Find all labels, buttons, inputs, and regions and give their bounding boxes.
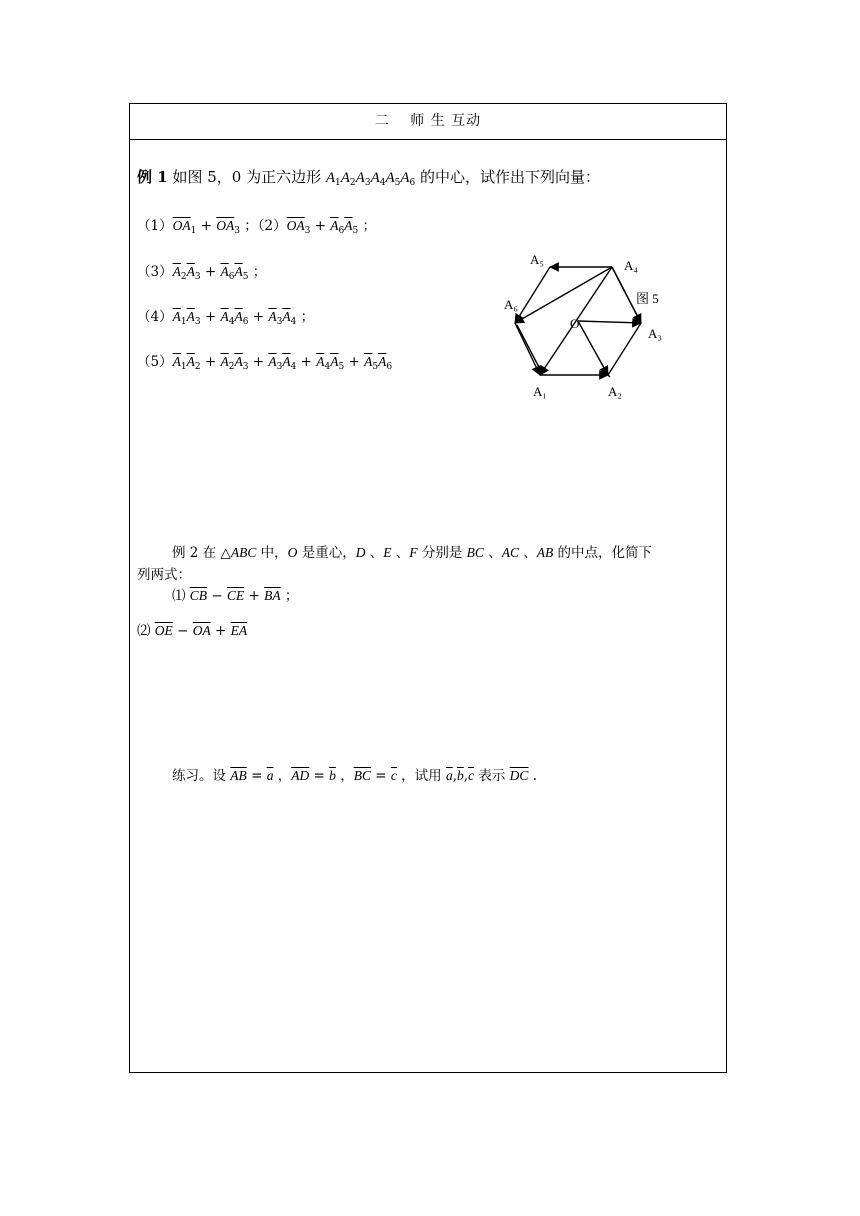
vec-oa3 xyxy=(578,321,641,323)
vec-a6a1 xyxy=(515,323,540,375)
example1-item-5: $(5)\overline{A}_1\overline{A}_2 + \overline{A}_2\overline{A}_3 + \overline{A}_3\overline{A}_4 + \overline{A}_4\overline{A}_5 + \overline{A}_5\overline{A}_6$ xyxy=(137,354,393,372)
example1-item-1: $(1)\overline{OA}_1 + \overline{OA}_3$ ；$(2)\overline{OA}_3 + \overline{A}_6\overline{A}_5$ ； xyxy=(137,218,377,236)
example2-line2: 列两式： xyxy=(137,567,191,583)
example1-item-4: $(4)\overline{A}_1\overline{A}_3 + \overline{A}_4\overline{A}_6 + \overline{A}_3\overline{A}_4$ ； xyxy=(137,309,315,327)
exercise-text: 练习。设 $\overline{AB} = \overline{a}$ ，$\overline{AD} = \overline{b}$ ，$\overline{BC} = \overline{c}$ ，试用 $\overline{a},\overline{b},\overline{c}$ 表示 $\overline{DC}$ . xyxy=(172,768,538,784)
vec-a5a6 xyxy=(515,267,550,323)
section-header: 二 师 生 互动 xyxy=(130,104,726,140)
vertex-label-a3: A₃ xyxy=(648,326,662,341)
vec-a4a6 xyxy=(515,267,612,323)
example1-item-3: $(3)\overline{A}_2\overline{A}_3 + \overline{A}_6\overline{A}_5$ ； xyxy=(137,264,267,282)
edge-a2a3 xyxy=(608,323,641,375)
vertex-label-a6: A₆ xyxy=(504,297,518,312)
figure-caption: 图 5 xyxy=(636,291,659,306)
vertex-label-a2: A₂ xyxy=(608,384,622,399)
example2-item-1: ⑴ $\overline{CB} - \overline{CE} + \overline{BA}$ ； xyxy=(172,588,299,604)
hexagon-figure xyxy=(496,246,676,406)
vertex-label-a4: A₄ xyxy=(624,258,638,273)
vertex-label-a1: A₁ xyxy=(533,384,547,399)
example1-intro: 例 1 如图 5，0 为正六边形 $A_1A_2A_3A_4A_5A_6$ 的中心，试作出下列向量： xyxy=(137,168,601,188)
vertex-label-a5: A₅ xyxy=(530,252,544,267)
vec-oa2 xyxy=(578,321,608,375)
center-label: O xyxy=(570,316,580,331)
edge-a6a1-double xyxy=(517,325,542,373)
edge-a2-tick xyxy=(608,375,610,377)
example2-line1: 例 2 在 △ABC 中，O 是重心，D 、E 、F 分别是 BC 、AC 、AB 的中点，化简下 xyxy=(172,545,653,561)
example2-item-2: ⑵ $\overline{OE} - \overline{OA} + \overline{EA}$ xyxy=(137,623,248,639)
